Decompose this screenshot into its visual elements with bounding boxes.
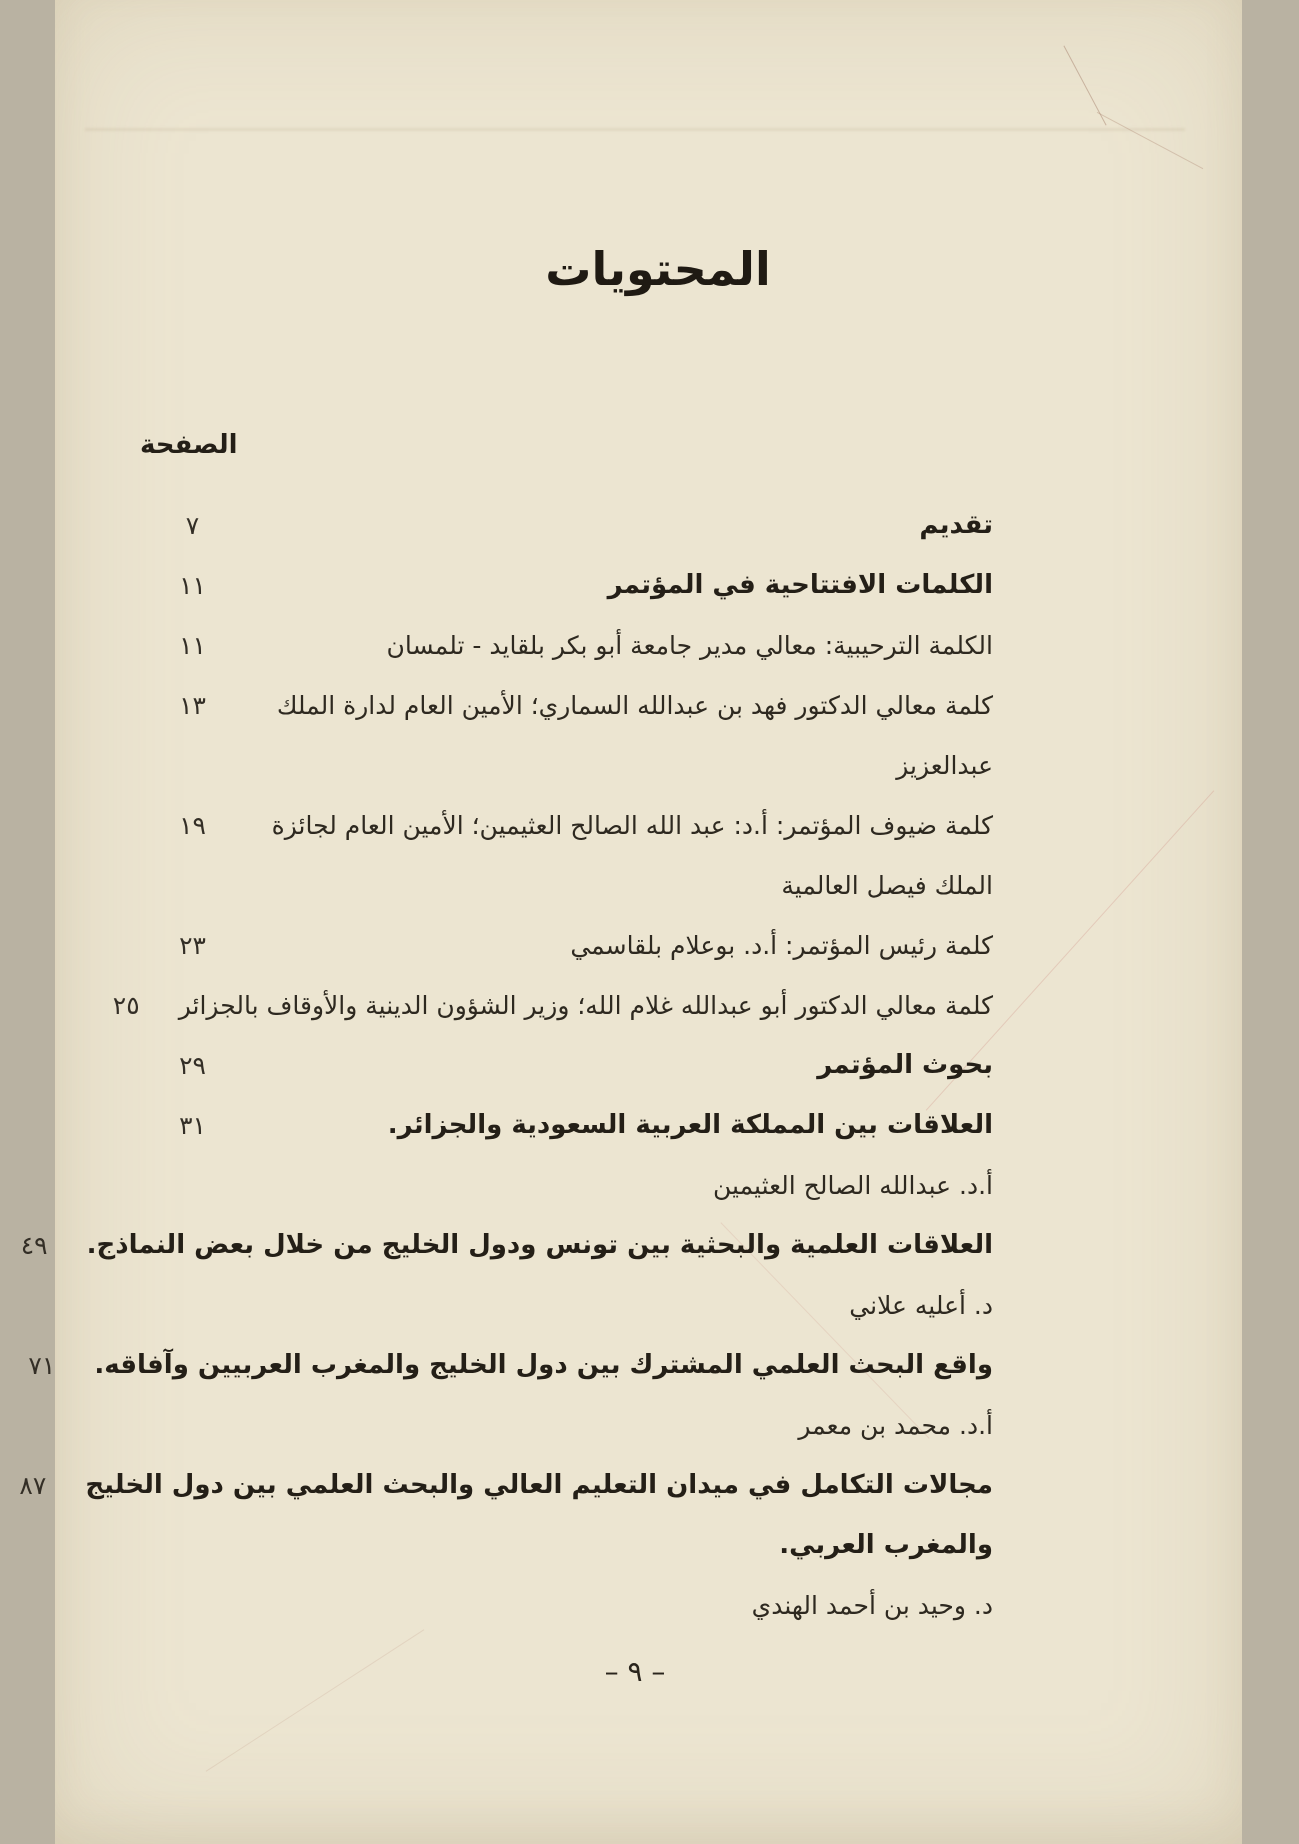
toc-entry	[141, 675, 994, 735]
toc-entry-title: العلاقات العلمية والبحثية بين تونس ودول الخليج من خلال بعض النماذج.	[87, 1230, 994, 1260]
toc-entry	[141, 795, 994, 855]
toc-entry-page-number: ٢٣	[180, 930, 207, 960]
toc-entry-title: العلاقات بين المملكة العربية السعودية والجزائر.	[388, 1110, 994, 1140]
toc-entry-page-number: ٤٩	[21, 1230, 49, 1260]
toc-entry-page-number: ٣١	[180, 1110, 207, 1140]
toc-entry-page-number: ٧١	[29, 1350, 57, 1380]
toc-author-name: د. أعليه علاني	[850, 1290, 994, 1320]
toc-entry-title: بحوث المؤتمر	[818, 1050, 994, 1080]
toc-entry-title: تقديم	[920, 510, 994, 540]
toc-author-name: أ.د. محمد بن معمر	[799, 1410, 994, 1440]
toc-entry	[141, 1095, 994, 1155]
toc-entry-continuation	[141, 1515, 994, 1575]
scanned-book-page	[20, 0, 1243, 1844]
toc-entry-title: كلمة ضيوف المؤتمر: أ.د: عبد الله الصالح العثيمين؛ الأمين العام لجائزة	[272, 810, 994, 840]
toc-entry	[141, 1035, 994, 1095]
toc-entry	[141, 915, 994, 975]
toc-author-name: د. وحيد بن أحمد الهندي	[752, 1590, 994, 1620]
toc-entry-continuation	[141, 735, 994, 795]
toc-author-line	[141, 1275, 994, 1335]
toc-entry-page-number: ١٩	[180, 810, 207, 840]
toc-entry	[141, 555, 994, 615]
toc-entry-page-number: ٢٩	[180, 1050, 207, 1080]
toc-entry-title: كلمة معالي الدكتور أبو عبدالله غلام الله؛ وزير الشؤون الدينية والأوقاف بالجزائر	[179, 990, 994, 1020]
folio-page-number: – ٩ –	[605, 1655, 667, 1688]
toc-entry-page-number: ١١	[180, 570, 207, 600]
toc-entry-page-number: ٨٧	[20, 1470, 48, 1500]
paper-crease	[1064, 46, 1107, 126]
paper-crease	[207, 1629, 426, 1771]
toc-entry	[21, 1215, 994, 1275]
paper-smudge	[86, 128, 1186, 131]
page-column-header: الصفحة	[141, 430, 239, 460]
toc-author-line	[141, 1395, 994, 1455]
toc-entry	[29, 1335, 994, 1395]
toc-author-name: أ.د. عبدالله الصالح العثيمين	[714, 1170, 994, 1200]
toc-entry-page-number: ١١	[180, 630, 207, 660]
toc-entry-title: الكلمات الافتتاحية في المؤتمر	[608, 570, 994, 600]
toc-entry	[113, 975, 994, 1035]
toc-entry-title: كلمة معالي الدكتور فهد بن عبدالله السماري؛ الأمين العام لدارة الملك	[277, 690, 994, 720]
toc-entry-title: مجالات التكامل في ميدان التعليم العالي والبحث العلمي بين دول الخليج	[86, 1470, 994, 1500]
toc-entry-title: الكلمة الترحيبية: معالي مدير جامعة أبو بكر بلقايد - تلمسان	[387, 630, 994, 660]
toc-entry-continuation	[141, 855, 994, 915]
paper-crease	[1098, 112, 1204, 169]
toc-entry-title: كلمة رئيس المؤتمر: أ.د. بوعلام بلقاسمي	[571, 930, 994, 960]
toc-entry-page-number: ٢٥	[113, 990, 141, 1020]
toc-entry-title: واقع البحث العلمي المشترك بين دول الخليج والمغرب العربيين وآفاقه.	[95, 1350, 994, 1380]
toc-author-line	[141, 1155, 994, 1215]
toc-entry-title-continuation: الملك فيصل العالمية	[782, 870, 994, 900]
toc-entry-page-number: ١٣	[180, 690, 207, 720]
toc-entry	[20, 1455, 994, 1515]
toc-entry-title-continuation: عبدالعزيز	[897, 750, 994, 780]
toc-entry-title-continuation: والمغرب العربي.	[780, 1530, 994, 1560]
toc-entry	[141, 615, 994, 675]
toc-entry	[141, 495, 994, 555]
toc-entry-page-number: ٧	[186, 510, 201, 540]
table-of-contents	[20, 495, 994, 1635]
page-title: المحتويات	[546, 242, 772, 296]
toc-author-line	[141, 1575, 994, 1635]
